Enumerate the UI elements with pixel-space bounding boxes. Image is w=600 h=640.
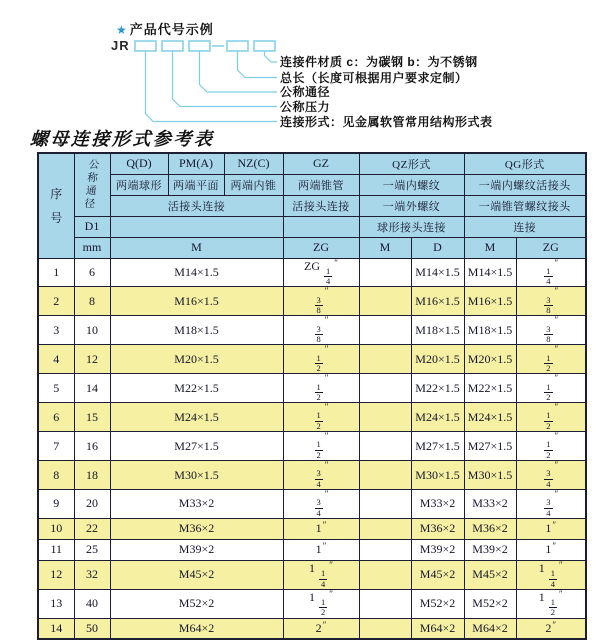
cell-dn: 6 — [74, 258, 110, 287]
cell-gz-zg — [283, 345, 359, 374]
cell-gz-zg — [283, 490, 359, 519]
cell-qg-m: M16×1.5 — [464, 287, 516, 316]
prime-mark: ″ — [552, 520, 557, 531]
code-box-4 — [227, 41, 248, 51]
cell-qg-m: M14×1.5 — [464, 258, 516, 287]
prime-mark: ″ — [324, 402, 329, 413]
cell-thread-m: M22×1.5 — [110, 374, 283, 403]
cell-qz-d: M39×2 — [411, 539, 464, 560]
cell-qg-zg — [516, 490, 586, 519]
table-row — [38, 539, 586, 560]
cell-dn: 22 — [74, 518, 110, 539]
cell-thread-m: M16×1.5 — [110, 287, 283, 316]
prime-mark: ″ — [554, 489, 559, 499]
cell-qz-m — [359, 461, 411, 490]
prime-mark: ″ — [322, 520, 327, 531]
table-body — [38, 258, 586, 639]
cell-qz-d: M27×1.5 — [411, 432, 464, 461]
fraction: $\frac{1}{2}$ — [550, 597, 556, 618]
cell-gz-zg: 1″ — [283, 539, 359, 560]
table-row — [38, 618, 586, 639]
header-q-sub: 两端球形 — [110, 174, 168, 195]
prime-mark: ″ — [552, 620, 557, 631]
cell-qg-zg: 1″ — [516, 539, 586, 560]
fraction: $\frac{1}{4}$ — [546, 265, 551, 287]
cell-qz-d: M33×2 — [411, 490, 464, 519]
prime-mark: ″ — [554, 431, 559, 442]
table-row — [38, 316, 586, 345]
prime-mark: ″ — [554, 344, 559, 355]
cell-qz-d: M36×2 — [411, 518, 464, 539]
cell-qg-m: M52×2 — [464, 589, 516, 618]
label-material: 连接件材质 c：为碳钢 b：为不锈钢 — [280, 55, 478, 69]
cell-dn: 12 — [74, 345, 110, 374]
cell-qz-m — [359, 287, 411, 316]
cell-thread-m: M52×2 — [110, 589, 283, 618]
cell-qz-d: M64×2 — [411, 618, 464, 639]
label-diameter: 公称通径 — [280, 85, 331, 99]
cell-qg-zg: 1 $\frac{1}{2}$ ″ — [516, 589, 586, 618]
prime-mark: ″ — [559, 560, 563, 570]
prime-mark: ″ — [324, 431, 329, 442]
cell-gz-zg — [283, 316, 359, 345]
cell-thread-m: M33×2 — [110, 490, 283, 519]
header-d1: D1 — [74, 216, 110, 237]
fraction: $\frac{1}{2}$ — [316, 439, 321, 460]
prime-mark: ″ — [324, 489, 329, 499]
cell-seq: 5 — [38, 374, 74, 403]
cell-dn: 10 — [74, 316, 110, 345]
cell-qg-m: M27×1.5 — [464, 432, 516, 461]
header-mm: mm — [74, 237, 110, 258]
cell-qz-d: M16×1.5 — [411, 287, 464, 316]
header-q: Q(D) — [110, 153, 168, 174]
prime-mark: ″ — [559, 589, 563, 599]
cell-qz-m — [359, 403, 411, 432]
cell-seq: 6 — [38, 403, 74, 432]
cell-qz-m — [359, 618, 411, 639]
cell-seq: 2 — [38, 287, 74, 316]
code-prefix: JR — [111, 38, 130, 53]
cell-dn: 25 — [74, 539, 110, 560]
prime-mark: ″ — [554, 286, 559, 297]
cell-qz-m — [359, 518, 411, 539]
cell-qg-zg — [516, 287, 586, 316]
fraction: $\frac{3}{4}$ — [546, 497, 551, 518]
cell-gz-zg — [283, 287, 359, 316]
prime-mark: ″ — [554, 258, 559, 268]
cell-seq: 4 — [38, 345, 74, 374]
cell-qg-zg — [516, 461, 586, 490]
cell-qz-m — [359, 345, 411, 374]
table-row — [38, 461, 586, 490]
cell-qz-d: M52×2 — [411, 589, 464, 618]
cell-thread-m: M18×1.5 — [110, 316, 283, 345]
header-qg: QG形式 — [464, 153, 586, 174]
prime-mark: ″ — [322, 541, 327, 552]
cell-qz-m — [359, 589, 411, 618]
table-row — [38, 287, 586, 316]
cell-qg-zg: 1″ — [516, 518, 586, 539]
cell-seq: 1 — [38, 258, 74, 287]
cell-seq: 9 — [38, 490, 74, 519]
fraction: $\frac{1}{2}$ — [546, 352, 551, 373]
header-qz-sub2: 一端外螺纹 — [359, 195, 464, 216]
prime-mark: ″ — [554, 460, 559, 471]
prime-mark: ″ — [324, 460, 329, 471]
header-m-span: M — [110, 237, 283, 258]
cell-seq: 7 — [38, 432, 74, 461]
prime-mark: ″ — [552, 541, 557, 552]
header-union-conn: 活接头连接 — [110, 195, 283, 216]
cell-thread-m: M27×1.5 — [110, 432, 283, 461]
prime-mark: ″ — [324, 286, 329, 297]
cell-qg-zg — [516, 345, 586, 374]
fraction: $\frac{1}{2}$ — [316, 352, 321, 373]
cell-gz-zg: 1 $\frac{1}{4}$ ″ — [283, 560, 359, 589]
fraction: $\frac{1}{2}$ — [316, 410, 321, 431]
header-pm: PM(A) — [168, 153, 224, 174]
cell-qg-m: M20×1.5 — [464, 345, 516, 374]
cell-qz-m — [359, 374, 411, 403]
header-qg-m: M — [464, 237, 516, 258]
diagram-heading-text: 产品代号示例 — [129, 22, 214, 37]
header-gz-conn: 活接头连接 — [283, 195, 359, 216]
star-icon: ★ — [116, 23, 128, 37]
cell-gz-zg — [283, 432, 359, 461]
cell-qz-d: M22×1.5 — [411, 374, 464, 403]
cell-qg-m: M64×2 — [464, 618, 516, 639]
code-box-2 — [162, 41, 183, 51]
cell-qg-m: M22×1.5 — [464, 374, 516, 403]
cell-qz-d: M45×2 — [411, 560, 464, 589]
label-length: 总长（长度可根据用户要求定制） — [280, 70, 468, 85]
header-qz-m: M — [359, 237, 411, 258]
cell-thread-m: M64×2 — [110, 618, 283, 639]
cell-gz-zg: 1″ — [283, 518, 359, 539]
fraction: $\frac{1}{2}$ — [546, 381, 551, 402]
header-qg-conn: 连接 — [464, 216, 586, 237]
cell-qz-m — [359, 539, 411, 560]
cell-qz-m — [359, 316, 411, 345]
header-zg-gz: ZG — [283, 237, 359, 258]
cell-thread-m: M45×2 — [110, 560, 283, 589]
fraction: $\frac{3}{4}$ — [316, 468, 321, 489]
prime-mark: ″ — [554, 315, 559, 326]
table-row — [38, 432, 586, 461]
label-connection: 连接形式：见金属软管常用结构形式表 — [280, 114, 493, 129]
cell-qg-zg: 2″ — [516, 618, 586, 639]
prime-mark: ″ — [322, 620, 327, 631]
prime-mark: ″ — [324, 344, 329, 355]
cell-thread-m: M24×1.5 — [110, 403, 283, 432]
fraction: $\frac{3}{8}$ — [316, 323, 321, 344]
cell-qg-zg: 1 $\frac{1}{4}$ ″ — [516, 560, 586, 589]
cell-gz-zg — [283, 374, 359, 403]
header-blank-gz — [283, 216, 359, 237]
cell-seq: 12 — [38, 560, 74, 589]
prime-mark: ″ — [324, 315, 329, 326]
header-seq: 序号 — [38, 153, 74, 258]
table-row — [38, 560, 586, 589]
prime-mark: ″ — [324, 373, 329, 384]
code-box-3 — [189, 41, 210, 51]
code-box-5 — [254, 41, 275, 51]
cell-qz-d: M30×1.5 — [411, 461, 464, 490]
header-nz: NZ(C) — [224, 153, 283, 174]
table-row — [38, 345, 586, 374]
header-qg-zg: ZG — [516, 237, 586, 258]
cell-qz-m — [359, 560, 411, 589]
cell-qg-zg — [516, 374, 586, 403]
cell-gz-zg — [283, 461, 359, 490]
cell-seq: 8 — [38, 461, 74, 490]
diagram-heading — [116, 19, 214, 38]
cell-seq: 11 — [38, 539, 74, 560]
cell-gz-zg: ZG $\frac{1}{4}$ ″ — [283, 258, 359, 287]
cell-qz-d: M14×1.5 — [411, 258, 464, 287]
fraction: $\frac{1}{4}$ — [321, 568, 326, 589]
prime-mark: ″ — [554, 373, 559, 384]
cell-gz-zg: 2″ — [283, 618, 359, 639]
cell-qg-m: M36×2 — [464, 518, 516, 539]
prime-mark: ″ — [554, 402, 559, 413]
prime-mark: ″ — [334, 258, 338, 268]
cell-dn: 16 — [74, 432, 110, 461]
table-row — [38, 258, 586, 287]
cell-qg-m: M39×2 — [464, 539, 516, 560]
table-row — [38, 374, 586, 403]
cell-thread-m: M39×2 — [110, 539, 283, 560]
cell-seq: 13 — [38, 589, 74, 618]
product-code-diagram — [0, 0, 600, 132]
fraction: $\frac{1}{2}$ — [546, 410, 551, 431]
fraction: $\frac{1}{2}$ — [546, 439, 551, 460]
cell-thread-m: M36×2 — [110, 518, 283, 539]
header-dn: 公称通径 — [74, 153, 110, 216]
fraction: $\frac{3}{4}$ — [316, 497, 321, 518]
fraction: $\frac{3}{8}$ — [546, 323, 551, 344]
cell-qg-zg — [516, 258, 586, 287]
header-gz: GZ — [283, 153, 359, 174]
table-row — [38, 403, 586, 432]
label-pressure: 公称压力 — [280, 99, 331, 114]
connector-line-1 — [265, 51, 278, 62]
header-gz-sub: 两端锥管 — [283, 174, 359, 195]
cell-seq: 3 — [38, 316, 74, 345]
cell-dn: 32 — [74, 560, 110, 589]
cell-dn: 8 — [74, 287, 110, 316]
table-title: 螺母连接形式参考表 — [29, 129, 215, 150]
connector-line-2 — [238, 51, 278, 78]
connector-line-5 — [146, 51, 278, 122]
cell-qz-m — [359, 490, 411, 519]
table-row — [38, 490, 586, 519]
cell-thread-m: M20×1.5 — [110, 345, 283, 374]
cell-qg-m: M24×1.5 — [464, 403, 516, 432]
cell-gz-zg — [283, 403, 359, 432]
fraction: $\frac{1}{4}$ — [550, 568, 556, 589]
cell-qg-m: M45×2 — [464, 560, 516, 589]
cell-qg-m: M30×1.5 — [464, 461, 516, 490]
cell-dn: 18 — [74, 461, 110, 490]
header-qz: QZ形式 — [359, 153, 464, 174]
fraction: $\frac{3}{8}$ — [316, 294, 321, 316]
cell-qz-d: M20×1.5 — [411, 345, 464, 374]
header-nz-sub: 两端内锥 — [224, 174, 283, 195]
cell-dn: 40 — [74, 589, 110, 618]
cell-qg-m: M18×1.5 — [464, 316, 516, 345]
fraction: $\frac{1}{2}$ — [316, 381, 321, 402]
header-qz-conn: 球形接头连接 — [359, 216, 464, 237]
header-qz-sub1: 一端内螺纹 — [359, 174, 464, 195]
table-row — [38, 589, 586, 618]
cell-qz-d: M18×1.5 — [411, 316, 464, 345]
table-header — [38, 153, 586, 258]
fraction: $\frac{1}{2}$ — [321, 597, 326, 618]
cell-dn: 50 — [74, 618, 110, 639]
code-box-1 — [135, 41, 156, 51]
fraction: $\frac{1}{4}$ — [326, 265, 331, 287]
cell-thread-m: M14×1.5 — [110, 258, 283, 287]
header-pm-sub: 两端平面 — [168, 174, 224, 195]
cell-qz-m — [359, 432, 411, 461]
cell-qg-zg — [516, 403, 586, 432]
header-qz-d: D — [411, 237, 464, 258]
cell-dn: 15 — [74, 403, 110, 432]
cell-qg-zg — [516, 432, 586, 461]
connector-line-4 — [173, 51, 278, 107]
cell-seq: 10 — [38, 518, 74, 539]
header-qg-sub1: 一端内螺纹活接头 — [464, 174, 586, 195]
table-row — [38, 518, 586, 539]
cell-gz-zg: 1 $\frac{1}{2}$ ″ — [283, 589, 359, 618]
prime-mark: ″ — [329, 560, 333, 570]
cell-dn: 14 — [74, 374, 110, 403]
cell-qg-zg — [516, 316, 586, 345]
header-blank-left — [110, 216, 283, 237]
cell-qz-d: M24×1.5 — [411, 403, 464, 432]
fraction: $\frac{3}{8}$ — [546, 294, 551, 316]
cell-seq: 14 — [38, 618, 74, 639]
cell-qz-m — [359, 258, 411, 287]
cell-dn: 20 — [74, 490, 110, 519]
prime-mark: ″ — [329, 589, 333, 599]
cell-qg-m: M33×2 — [464, 490, 516, 519]
header-qg-sub2: 一端锥管螺纹接头 — [464, 195, 586, 216]
cell-thread-m: M30×1.5 — [110, 461, 283, 490]
fraction: $\frac{3}{4}$ — [546, 468, 551, 489]
